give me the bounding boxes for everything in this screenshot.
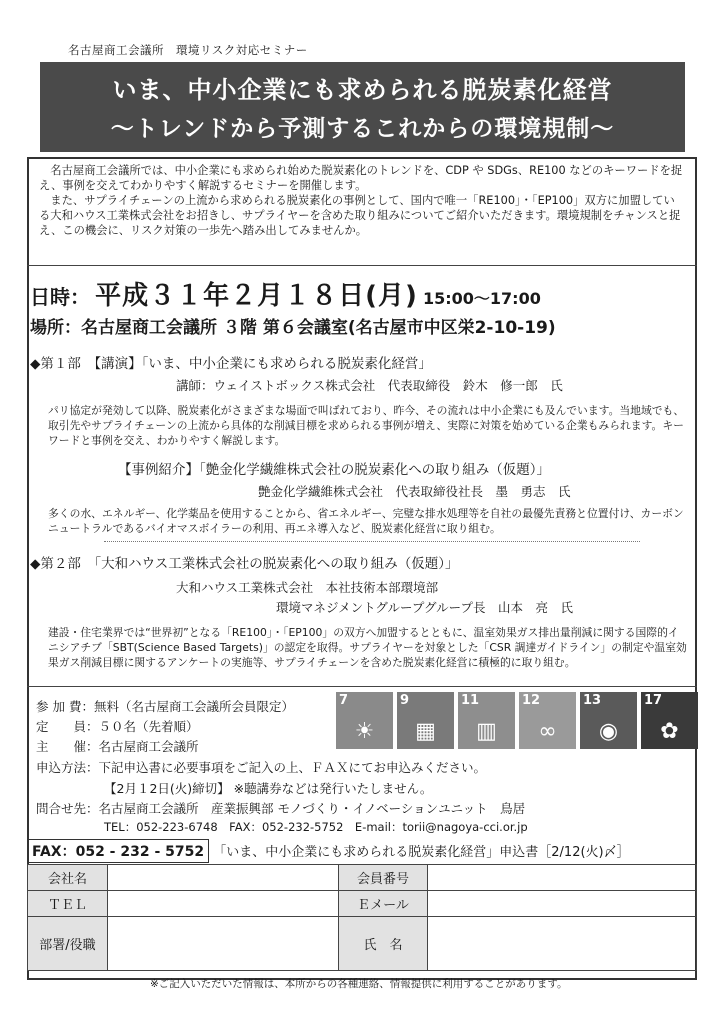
time-value: 15:00～17:00 (422, 289, 541, 308)
buildings-icon: ▥ (476, 719, 497, 744)
sdg-number: 12 (522, 693, 541, 708)
intro-paragraph-1: 名古屋商工会議所では、中小企業にも求められ始めた脱炭素化のトレンドを、CDP や SDGs、RE100 などのキーワードを捉え、事例を交えてわかりやすく解説するセミナーを開催します。 (39, 164, 683, 192)
dept-field[interactable] (108, 917, 339, 971)
part1-heading: ◆第１部 【講演】「いま、中小企業にも求められる脱炭素化経営」 (30, 356, 432, 372)
tel-label: ＴＥＬ (28, 891, 108, 917)
host-row: 主 催：名古屋商工会議所 (36, 739, 199, 754)
privacy-footnote: ※ご記入いただいた情報は、本所からの各種連絡、情報提供に利用することがあります。 (150, 978, 568, 990)
dept-label: 部署/役職 (28, 917, 108, 971)
sdg-12-icon (519, 692, 576, 749)
fax-number: FAX：052 - 232 - 5752 (27, 839, 209, 863)
sdg-number: 7 (339, 693, 349, 708)
organizer-line: 名古屋商工会議所 環境リスク対応セミナー (68, 43, 308, 57)
company-field[interactable] (108, 865, 339, 891)
title-banner (40, 62, 685, 152)
part2-heading: ◆第２部 「大和ハウス工業株式会社の脱炭素化への取り組み（仮題）」 (30, 556, 459, 572)
sdg-17-icon (641, 692, 698, 749)
contact-row: 問合せ先：名古屋商工会議所 産業振興部 モノづくり・イノベーションユニット 鳥居 (36, 801, 526, 816)
info-divider (27, 686, 697, 687)
sdg-13-icon (580, 692, 637, 749)
case-speaker: 艶金化学繊維株式会社 代表取締役社長 墨 勇志 氏 (258, 484, 571, 499)
title-sub: ～トレンドから予測するこれからの環境規制～ (110, 116, 615, 142)
sdg-7-icon (336, 692, 393, 749)
part1-body: パリ協定が発効して以降、脱炭素化がさまざまな場面で叫ばれており、昨今、その流れは中小企業にも及んでいます。当地域でも、取引先やサプライチェーンの上流から具体的な削減目標を求められる事例が増え、実際に対策を始めている企業もみられます。キーワードと事例を交え、わかりやすく解説します。 (48, 404, 685, 447)
apply-row: 申込方法：下記申込書に必要事項をご記入の上、ＦＡＸにてお申込みください。 (36, 760, 487, 775)
part2-speaker-name: 環境マネジメントグループグループ長 山本 亮 氏 (276, 600, 574, 615)
form-title: 「いま、中小企業にも求められる脱炭素化経営」申込書［2/12(火)〆］ (213, 845, 630, 860)
venue-value: 名古屋商工会議所 ３階 第６会議室(名古屋市中区栄2-10-19) (81, 318, 556, 338)
sdg-number: 11 (461, 693, 480, 708)
sdgs-icons (336, 692, 700, 750)
application-form (27, 864, 697, 971)
part2-speaker-org: 大和ハウス工業株式会社 本社技術本部環境部 (176, 580, 439, 595)
part-divider (104, 541, 640, 542)
email-label: Ｅメール (339, 891, 428, 917)
intro-paragraph-2: また、サプライチェーンの上流から求められる脱炭素化の事例として、国内で唯一「RE100」・「EP100」双方に加盟している大和ハウス工業株式会社をお招きし、サプライヤーを含めた取り組みについてご紹介いただきます。環境規制をチャンスと捉え、この機会に、リスク対策の一歩先へ踏み出してみませんか。 (39, 194, 681, 237)
intro-text (27, 157, 697, 265)
email-field[interactable] (428, 891, 697, 917)
date-row (30, 275, 541, 312)
date-value: 平成３１年２月１８日(月) (95, 281, 418, 311)
company-label: 会社名 (28, 865, 108, 891)
tel-field[interactable] (108, 891, 339, 917)
member-no-label: 会員番号 (339, 865, 428, 891)
sun-power-icon: ☀ (354, 719, 375, 744)
title-main: いま、中小企業にも求められる脱炭素化経営 (112, 76, 613, 104)
case-body: 多くの水、エネルギー、化学薬品を使用することから、省エネルギー、完璧な排水処理等を自社の最優先責務と位置付け、カーボンニュートラルであるバイオマスボイラーの利用、再エネ導入など、脱炭素化経営に取り組む。 (48, 507, 684, 535)
case-heading: 【事例紹介】「艶金化学繊維株式会社の脱炭素化への取り組み（仮題）」 (118, 462, 550, 478)
flower-ring-icon: ✿ (660, 719, 679, 744)
sdg-number: 9 (400, 693, 410, 708)
fee-row: 参 加 費：無料（名古屋商工会議所会員限定） (36, 699, 294, 714)
date-label: 日時： (30, 285, 90, 309)
sdg-11-icon (458, 692, 515, 749)
fax-header (27, 839, 630, 863)
venue-row (30, 313, 556, 338)
name-field[interactable] (428, 917, 697, 971)
infinity-icon: ∞ (538, 719, 557, 744)
sdg-number: 13 (583, 693, 602, 708)
deadline-row: 【2月１2日(火)締切】 ※聴講券などは発行いたしません。 (104, 781, 433, 796)
contact-detail-row: TEL：052-223-6748 FAX：052-232-5752 E-mail：torii@nagoya-cci.or.jp (104, 820, 528, 834)
eye-globe-icon: ◉ (598, 719, 619, 744)
cubes-icon: ▦ (415, 719, 436, 744)
part2-body: 建設・住宅業界では“世界初”となる「RE100」・「EP100」の双方へ加盟するとともに、温室効果ガス排出量削減に関する国際的イニシアチブ「SBT(Science Based Targets)」の認定を取得。サプライヤーを対象とした「CSR 調達ガイドライン」の制定や温室効果ガス削減目標に関するアンケートの実施等、サプライチェーンを含めた脱炭素化経営に積極的に取り組む。 (48, 626, 687, 669)
venue-label: 場所： (30, 318, 81, 338)
name-label: 氏 名 (339, 917, 428, 971)
intro-divider (27, 265, 697, 266)
part1-speaker: 講師：ウェイストボックス株式会社 代表取締役 鈴木 修一郎 氏 (176, 378, 563, 393)
sdg-9-icon (397, 692, 454, 749)
sdg-number: 17 (644, 693, 663, 708)
member-no-field[interactable] (428, 865, 697, 891)
capacity-row: 定 員：５０名（先着順） (36, 719, 199, 734)
